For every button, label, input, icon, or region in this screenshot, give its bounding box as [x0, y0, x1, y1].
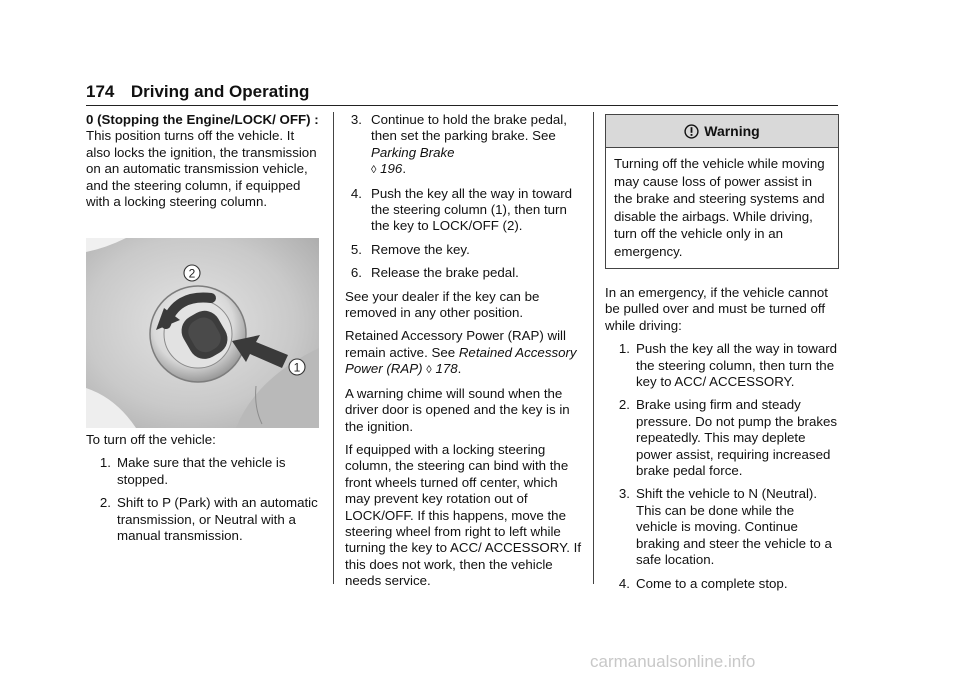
- warning-icon: [684, 124, 699, 139]
- list-item: 2. Brake using firm and steady pressure. Do not pump the brakes repeatedly. This may deplete power assist, requiring increased brake pedal force.: [618, 397, 838, 479]
- page-ref-196[interactable]: 196: [380, 161, 403, 177]
- steering-lock-note: If equipped with a locking steering column, the steering can bind with the front wheels turned off center, which may prevent key rotation out of LOCK/OFF. If this happens, move the steering wheel from right to left while turning the key to ACC/ ACCESSORY. If this does not work, then the vehicle needs service.: [345, 441, 582, 589]
- column-divider-2: [593, 112, 594, 584]
- list-item: 5. Remove the key.: [350, 241, 470, 257]
- xref-rap[interactable]: Retained Accessory Power (RAP): [345, 344, 577, 377]
- steps-intro: To turn off the vehicle:: [86, 432, 216, 447]
- page-ref-178[interactable]: 178: [435, 361, 458, 377]
- chime-note: A warning chime will sound when the driver door is opened and the key is in the ignition.: [345, 385, 570, 434]
- page-number: 174: [86, 82, 115, 101]
- list-item: 1. Make sure that the vehicle is stopped.: [99, 455, 286, 487]
- ignition-figure: [86, 238, 319, 428]
- page-ref-icon: ◊: [426, 364, 432, 377]
- dealer-note: See your dealer if the key can be removed in any other position.: [345, 288, 540, 321]
- lock-off-description: [86, 112, 321, 210]
- warning-text: Turning off the vehicle while moving may cause loss of power assist in the brake and steering systems and disable the airbags. While driving, turn off the vehicle only in an emergency.: [614, 156, 825, 259]
- lock-off-text: This position turns off the vehicle. It also locks the ignition, the transmission on an automatic transmission vehicle, and the steering column, if equipped with a locking steering column.: [86, 128, 317, 210]
- list-item: 3. Continue to hold the brake pedal, then set the parking brake. See Parking Brake ◊ 196.: [350, 112, 567, 177]
- warning-header: [606, 115, 838, 148]
- column-1-steps: [86, 432, 321, 551]
- list-item: 3. Shift the vehicle to N (Neutral). This can be done while the vehicle is moving. Continue braking and steer the vehicle to a safe location.: [618, 486, 832, 568]
- rap-note: Retained Accessory Power (RAP) will remain active. See Retained Accessory Power (RAP) ◊ 178.: [345, 328, 577, 377]
- column-3: [605, 112, 839, 599]
- list-item: 4. Come to a complete stop.: [618, 575, 788, 591]
- list-item: 6. Release the brake pedal.: [350, 265, 519, 281]
- figure-callout-2: 2: [188, 266, 196, 281]
- column-divider-1: [333, 112, 334, 584]
- page-ref-icon: ◊: [371, 164, 377, 177]
- figure-callout-1: 1: [293, 360, 301, 375]
- warning-box: [605, 114, 839, 269]
- list-item: 1. Push the key all the way in toward the steering column, then turn the key to ACC/ ACCESSORY.: [618, 341, 838, 390]
- xref-parking-brake[interactable]: Parking Brake: [371, 144, 455, 160]
- page-header: [86, 82, 838, 102]
- page-title: Driving and Operating: [130, 82, 310, 101]
- header-rule: [86, 105, 838, 106]
- list-item: 4. Push the key all the way in toward the steering column (1), then turn the key to LOCK/OFF (2).: [350, 185, 573, 234]
- warning-title: Warning: [704, 122, 760, 139]
- emergency-intro: In an emergency, if the vehicle cannot be pulled over and must be turned off while driving:: [605, 285, 828, 333]
- column-1: [86, 112, 321, 217]
- watermark: carmanualsonline.info: [590, 652, 756, 671]
- ignition-illustration: [86, 238, 319, 428]
- column-2: [345, 112, 581, 597]
- list-item: 2. Shift to P (Park) with an automatic transmission, or Neutral with a manual transmission.: [99, 495, 318, 544]
- lock-off-heading: 0 (Stopping the Engine/LOCK/ OFF) :: [86, 112, 319, 127]
